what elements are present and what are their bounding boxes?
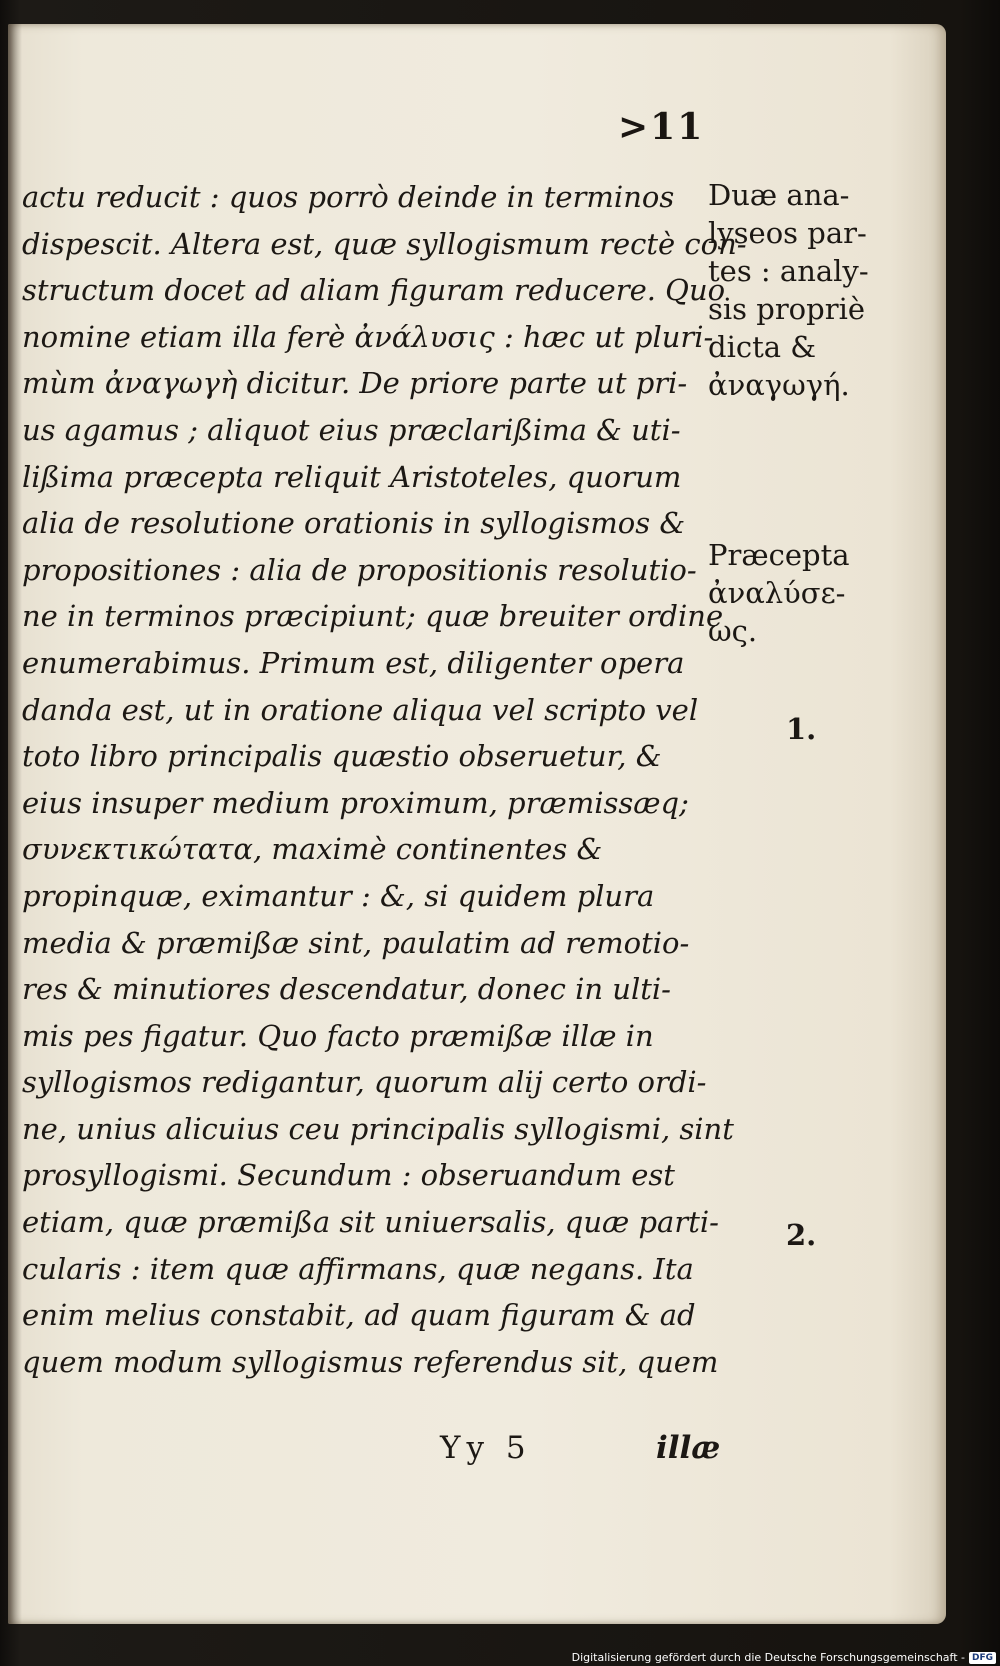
text-line: structum docet ad aliam figuram reducere. Quo [22, 273, 726, 308]
margin-note-line: Præcepta [708, 538, 850, 572]
text-line: dispescit. Altera est, quæ syllogismum rectè con- [22, 226, 747, 261]
margin-note-line: dicta & [708, 330, 817, 364]
text-line: quem modum syllogismus referendus sit, quem [22, 1344, 719, 1379]
margin-note-line: ἀναγωγή. [708, 368, 850, 402]
text-line: ne in terminos præcipiunt; quæ breuiter ordine [22, 599, 724, 634]
text-line: cularis : item quæ affirmans, quæ negans. Ita [22, 1251, 694, 1286]
book-page [8, 24, 946, 1624]
margin-note-line: lyseos par- [708, 216, 867, 250]
margin-note-line: sis propriè [708, 292, 866, 326]
text-line: συνεκτικώτατα, maximè continentes & [22, 832, 603, 867]
page-number: >11 [618, 106, 705, 148]
signature-mark: Yy 5 [440, 1430, 532, 1466]
margin-note-number-2 [786, 1216, 816, 1254]
text-line: actu reducit : quos porrò deinde in terminos [22, 180, 675, 214]
text-line: danda est, ut in oratione aliqua vel scripto vel [22, 692, 699, 727]
text-line: enumerabimus. Primum est, diligenter opera [22, 645, 685, 680]
margin-note-line: 2. [786, 1218, 817, 1252]
text-line: etiam, quæ præmißa sit uniuersalis, quæ parti- [22, 1205, 719, 1240]
margin-note-line: ως. [708, 614, 758, 648]
dfg-logo-icon: DFG [969, 1652, 996, 1664]
text-line: propinquæ, eximantur : &, si quidem plura [22, 878, 655, 913]
text-line: alia de resolutione orationis in syllogismos & [22, 506, 686, 541]
catchword: illæ [656, 1430, 721, 1466]
credit-text: Digitalisierung gefördert durch die Deutsche Forschungsgemeinschaft - [571, 1651, 965, 1664]
text-line: eius insuper medium proximum, præmissæq; [22, 785, 689, 820]
digitization-credit [572, 1651, 996, 1664]
text-line: media & præmißæ sint, paulatim ad remotio- [22, 925, 690, 960]
margin-note-number-1 [786, 710, 816, 748]
text-line: syllogismos redigantur, quorum alij certo ordi- [22, 1065, 707, 1100]
text-line: nomine etiam illa ferè ἀνάλυσις : hæc ut pluri- [22, 319, 714, 354]
gutter-shadow [8, 24, 22, 1624]
text-line: toto libro principalis quæstio obseruetur, & [22, 739, 662, 774]
text-line: enim melius constabit, ad quam figuram & ad [22, 1298, 696, 1333]
margin-note-line: 1. [786, 712, 817, 746]
text-line: mis pes figatur. Quo facto præmißæ illæ in [22, 1018, 654, 1053]
text-line: propositiones : alia de propositionis resolutio- [22, 552, 697, 587]
margin-note-analysis-parts [708, 176, 869, 404]
margin-note-line: ἀναλύσε- [708, 576, 846, 610]
text-line: mùm ἀναγωγὴ dicitur. De priore parte ut pri- [22, 366, 688, 401]
text-line: prosyllogismi. Secundum : obseruandum est [22, 1158, 675, 1193]
text-line: lißima præcepta reliquit Aristoteles, quorum [22, 459, 682, 494]
text-line: us agamus ; aliquot eius præclarißima & uti- [22, 412, 681, 447]
margin-note-line: Duæ ana- [708, 178, 850, 212]
text-line: ne, unius alicuius ceu principalis syllogismi, sint [22, 1111, 734, 1146]
margin-note-precepts [708, 536, 850, 650]
text-line: res & minutiores descendatur, donec in ulti- [22, 972, 671, 1007]
margin-note-line: tes : analy- [708, 254, 869, 288]
